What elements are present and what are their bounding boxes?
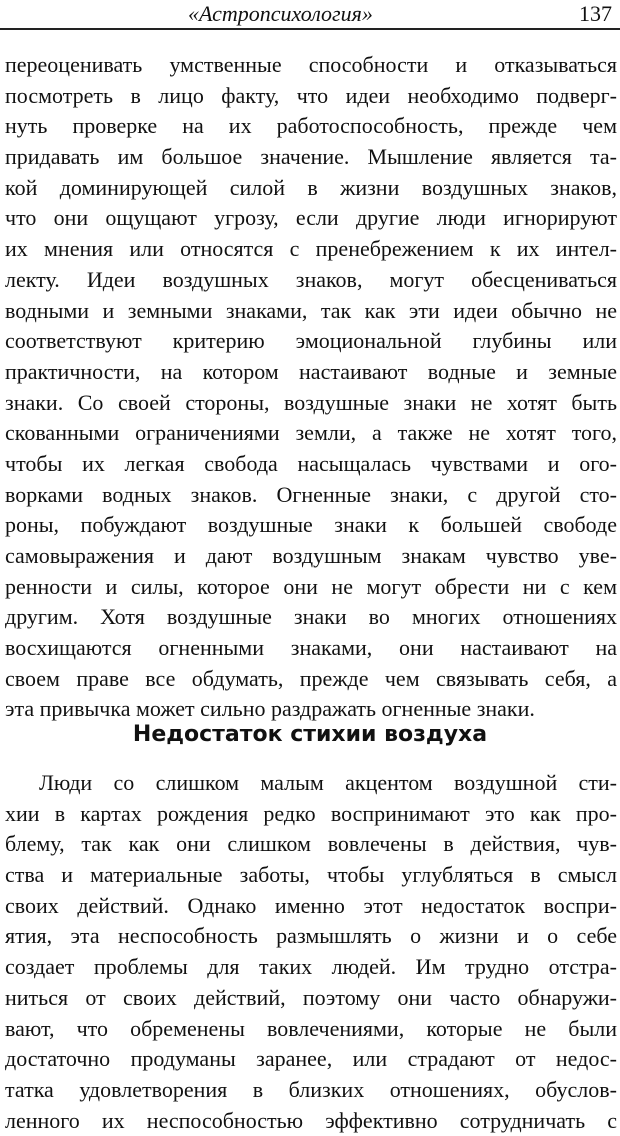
text-line: нуть проверке на их работоспособность, прежде чем [5, 113, 617, 139]
text-line: другим. Хотя воздушные знаки во многих отношениях [5, 604, 617, 630]
text-line: практичности, на котором настаивают водные и земные [5, 358, 617, 384]
text-line: роны, побуждают воздушные знаки к большей свободе [5, 512, 617, 538]
text-line: лекту. Идеи воздушных знаков, могут обесцениваться [5, 266, 617, 292]
text-line: своем праве все обдумать, прежде чем связывать себя, а [5, 665, 617, 691]
text-line: восхищаются огненными знаками, они настаивают на [5, 635, 617, 661]
text-line: скованными ограничениями земли, а также не хотят того, [5, 420, 617, 446]
text-line: Люди со слишком малым акцентом воздушной сти- [39, 770, 617, 795]
text-line: ворками водных знаков. Огненные знаки, с другой сто- [5, 481, 617, 507]
running-head [0, 0, 620, 30]
text-line: переоценивать умственные способности и отказываться [5, 52, 617, 77]
text-line: придавать им большое значение. Мышление является та- [5, 144, 617, 170]
text-line: водными и земными знаками, так как эти идеи обычно не [5, 297, 617, 323]
text-line: кой доминирующей силой в жизни воздушных знаков, [5, 174, 617, 200]
text-line: знаки. Со своей стороны, воздушные знаки не хотят быть [5, 389, 617, 415]
text-line: ниться от своих действий, поэтому они часто обнаружи- [5, 984, 617, 1010]
text-line: вают, что обременены вовлечениями, которые не были [5, 1015, 617, 1041]
text-line: соответствуют критерию эмоциональной глубины или [5, 328, 617, 354]
text-line: что они ощущают угрозу, если другие люди игнорируют [5, 205, 617, 231]
text-line: хии в картах рождения редко воспринимают это как про- [5, 800, 617, 826]
paragraph-2 [5, 768, 617, 1136]
header-rule [0, 28, 620, 30]
text-line: ренности и силы, которое они не могут обрести ни с кем [5, 573, 617, 599]
text-line: ства и материальные заботы, чтобы углубляться в смысл [5, 862, 617, 888]
text-line: блему, так как они слишком вовлечены в действия, чув- [5, 831, 617, 857]
text-line: посмотреть в лицо факту, что идеи необходимо подверг- [5, 82, 617, 108]
running-title: «Астропсихология» [188, 1, 373, 26]
text-line: чтобы их легкая свобода насыщалась чувствами и ого- [5, 450, 617, 476]
text-line: их мнения или относятся с пренебрежением к их интел- [5, 236, 617, 262]
text-line: самовыражения и дают воздушным знакам чувство уве- [5, 543, 617, 568]
page-number: 137 [579, 1, 612, 26]
text-line: ятия, эта неспособность размышлять о жизни и о себе [5, 923, 617, 949]
section-heading: Недостаток стихии воздуха [132, 722, 488, 747]
paragraph-1 [5, 50, 617, 725]
text-line: ленного их неспособностью эффективно сотрудничать с [5, 1107, 617, 1133]
text-line: эта привычка может сильно раздражать огненные знаки. [5, 696, 535, 722]
text-line: создает проблемы для таких людей. Им трудно отстра- [5, 954, 617, 980]
text-line: своих действий. Однако именно этот недостаток воспри- [5, 892, 617, 918]
text-line: достаточно продуманы заранее, или страдают от недос- [5, 1046, 617, 1072]
text-line: татка удовлетворения в близких отношениях, обуслов- [5, 1076, 617, 1102]
